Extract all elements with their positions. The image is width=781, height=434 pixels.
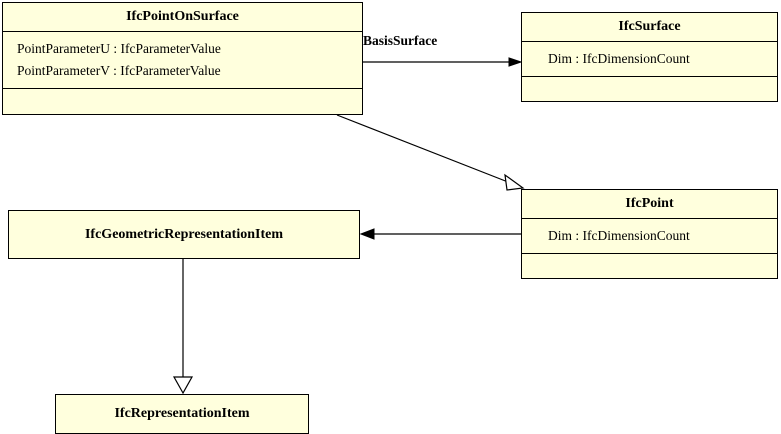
class-attributes-ifcsurface: [522, 42, 777, 76]
class-box-ifcsurface[interactable]: [521, 12, 778, 102]
class-title-ifcgeometricrepresentationitem: IfcGeometricRepresentationItem: [84, 226, 283, 242]
class-title-ifcpoint: IfcPoint: [625, 196, 674, 211]
class-operations-ifcpointonsurface: [3, 89, 362, 105]
class-attribute: PointParameterU : IfcParameterValue: [17, 41, 221, 56]
edge-geometricrepresentationitem-to-representationitem: [174, 259, 192, 393]
class-attribute: Dim : IfcDimensionCount: [548, 228, 690, 243]
class-attributes-ifcpointonsurface: [3, 32, 362, 88]
class-attributes-ifcpoint: [522, 219, 777, 253]
class-operations-ifcsurface: [522, 77, 777, 93]
class-title-ifcrepresentationitem: IfcRepresentationItem: [114, 406, 250, 421]
class-box-ifcpoint[interactable]: [521, 189, 778, 279]
class-box-ifcpointonsurface[interactable]: [2, 2, 363, 115]
class-box-ifcgeometricrepresentationitem[interactable]: [8, 210, 360, 259]
class-title-ifcsurface: IfcSurface: [618, 19, 681, 34]
edge-basissurface: [363, 58, 521, 66]
class-box-ifcrepresentationitem[interactable]: [55, 394, 309, 434]
class-title-ifcpointonsurface: IfcPointOnSurface: [126, 9, 239, 24]
class-attribute: Dim : IfcDimensionCount: [548, 51, 690, 66]
class-attribute: PointParameterV : IfcParameterValue: [17, 63, 221, 78]
edge-point-to-geometricrepresentationitem: [361, 229, 521, 239]
class-operations-ifcpoint: [522, 254, 777, 270]
edge-pointonsurface-to-point: [337, 115, 523, 190]
edge-label-basissurface: BasisSurface: [363, 33, 438, 48]
